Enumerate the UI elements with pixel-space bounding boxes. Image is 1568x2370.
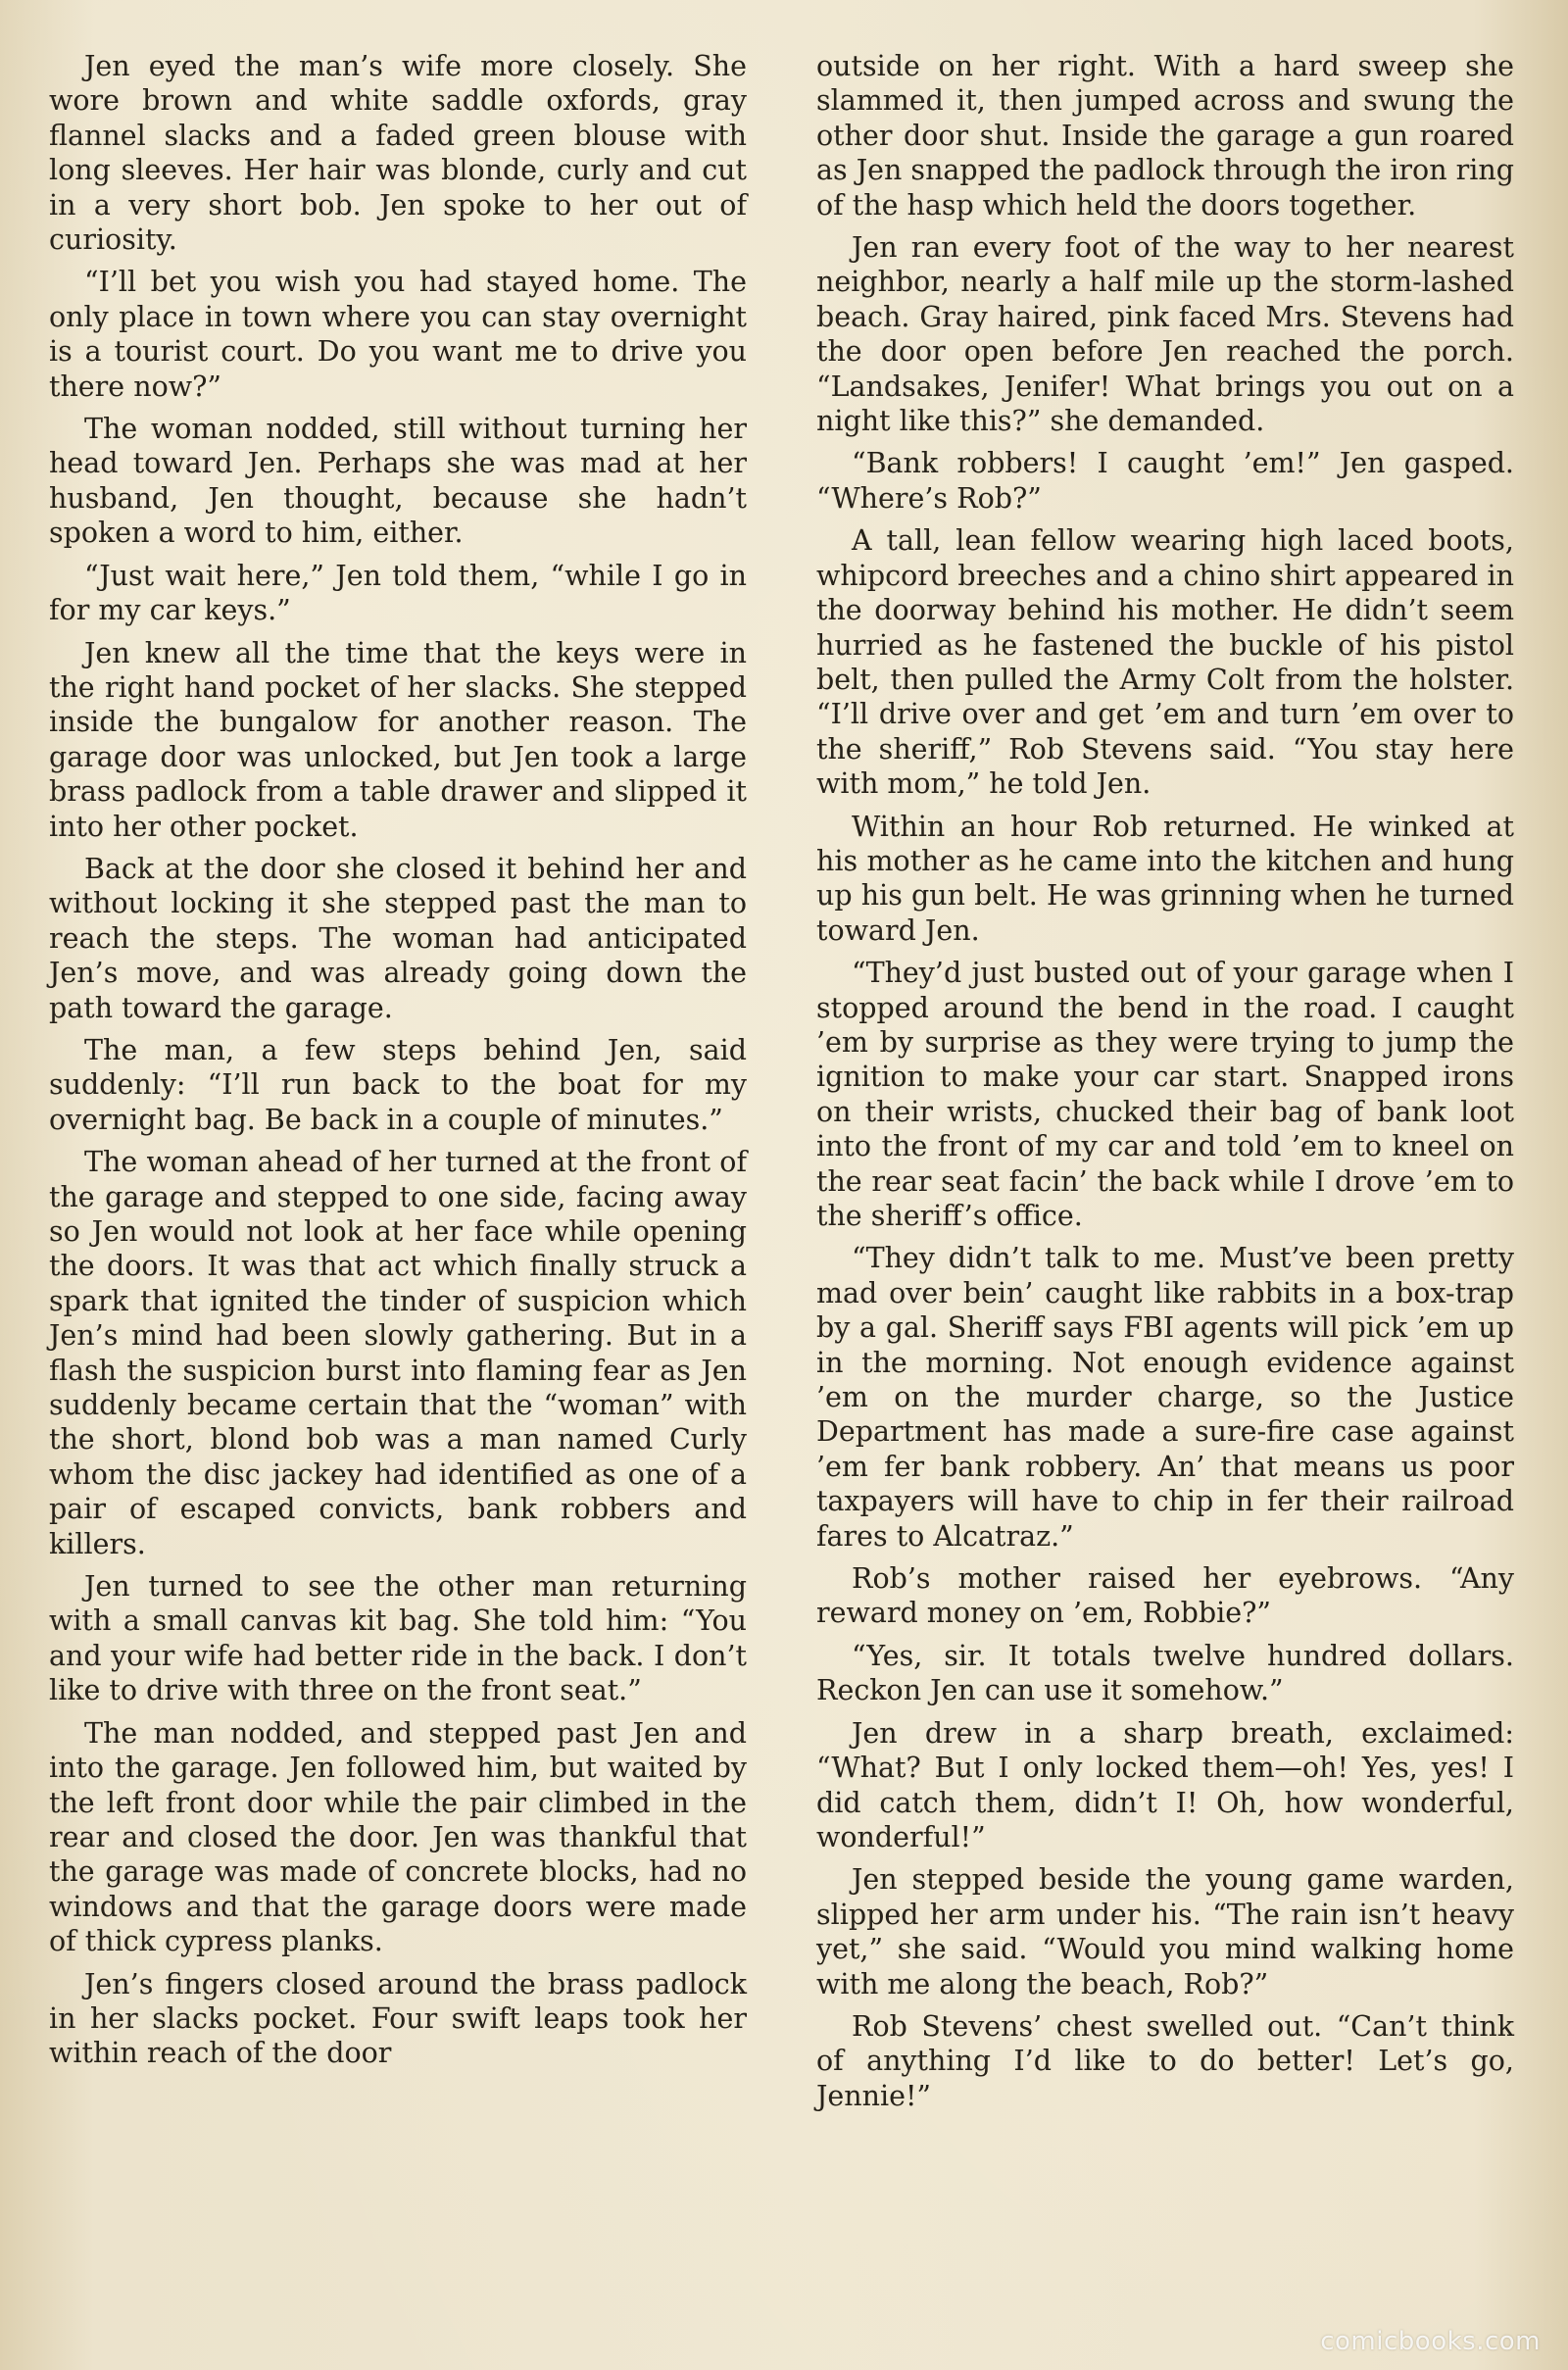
paragraph: Jen drew in a sharp breath, exclaimed: “What? But I only locked them—oh! Yes, yes! I did catch them, didn’t I! Oh, how wonderful, wonderful!”	[816, 1716, 1514, 1853]
paragraph: “Yes, sir. It totals twelve hundred dollars. Reckon Jen can use it somehow.”	[816, 1639, 1514, 1707]
paragraph: Jen’s fingers closed around the brass padlock in her slacks pocket. Four swift leaps took her within reach of the door	[49, 1967, 747, 2070]
paragraph: “They didn’t talk to me. Must’ve been pretty mad over bein’ caught like rabbits in a box-trap by a gal. Sheriff says FBI agents will pick ’em up in the morning. Not enough evidence against ’em on the murder charge, so the Justice Department has made a sure-fire case against ’em fer bank robbery. An’ that means us poor taxpayers will have to chip in fer their railroad fares to Alcatraz.”	[816, 1242, 1514, 1553]
paragraph: The woman ahead of her turned at the front of the garage and stepped to one side, facing away so Jen would not look at her face while opening the doors. It was that act which finally struck a spark that ignited the tinder of suspicion which Jen’s mind had been slowly gathering. But in a flash the suspicion burst into flaming fear as Jen suddenly became certain that the “woman” with the short, blond bob was a man named Curly whom the disc jackey had identified as one of a pair of escaped convicts, bank robbers and killers.	[49, 1146, 747, 1560]
paragraph: Jen knew all the time that the keys were in the right hand pocket of her slacks. She stepped inside the bungalow for another reason. The garage door was unlocked, but Jen took a large brass padlock from a table drawer and slipped it into her other pocket.	[49, 636, 747, 843]
paragraph: Rob’s mother raised her eyebrows. “Any reward money on ’em, Robbie?”	[816, 1562, 1514, 1630]
paragraph: “They’d just busted out of your garage when I stopped around the bend in the road. I caught ’em by surprise as they were trying to jump the ignition to make your car start. Snapped irons on their wrists, chucked their bag of bank loot into the front of my car and told ’em to kneel on the rear seat facin’ the back while I drove ’em to the sheriff’s office.	[816, 957, 1514, 1232]
paragraph: “I’ll bet you wish you had stayed home. The only place in town where you can stay overnight is a tourist court. Do you want me to drive you there now?”	[49, 266, 747, 403]
left-text-column	[49, 49, 747, 2079]
paragraph: Jen ran every foot of the way to her nearest neighbor, nearly a half mile up the storm-lashed beach. Gray haired, pink faced Mrs. Stevens had the door open before Jen reached the porch. “Landsakes, Jenifer! What brings you out on a night like this?” she demanded.	[816, 231, 1514, 438]
paragraph: Rob Stevens’ chest swelled out. “Can’t think of anything I’d like to do better! Let’s go, Jennie!”	[816, 2009, 1514, 2112]
right-text-column	[816, 49, 1514, 2121]
paragraph: Jen turned to see the other man returning with a small canvas kit bag. She told him: “You and your wife had better ride in the back. I don’t like to drive with three on the front seat.”	[49, 1570, 747, 1707]
paragraph: Jen stepped beside the young game warden, slipped her arm under his. “The rain isn’t heavy yet,” she said. “Would you mind walking home with me along the beach, Rob?”	[816, 1863, 1514, 2000]
paragraph: The man nodded, and stepped past Jen and into the garage. Jen followed him, but waited by the left front door while the pair climbed in the rear and closed the door. Jen was thankful that the garage was made of concrete blocks, had no windows and that the garage doors were made of thick cypress planks.	[49, 1716, 747, 1958]
paragraph: Within an hour Rob returned. He winked at his mother as he came into the kitchen and hung up his gun belt. He was grinning when he turned toward Jen.	[816, 810, 1514, 947]
paragraph-continued: outside on her right. With a hard sweep she slammed it, then jumped across and swung the other door shut. Inside the garage a gun roared as Jen snapped the padlock through the iron ring of the hasp which held the doors together.	[816, 50, 1514, 222]
paragraph: A tall, lean fellow wearing high laced boots, whipcord breeches and a chino shirt appeared in the doorway behind his mother. He didn’t seem hurried as he fastened the buckle of his pistol belt, then pulled the Army Colt from the holster. “I’ll drive over and get ’em and turn ’em over to the sheriff,” Rob Stevens said. “You stay here with mom,” he told Jen.	[816, 524, 1514, 801]
paragraph: Back at the door she closed it behind her and without locking it she stepped past the man to reach the steps. The woman had anticipated Jen’s move, and was already going down the path toward the garage.	[49, 852, 747, 1024]
paragraph: The woman nodded, still without turning her head toward Jen. Perhaps she was mad at her husband, Jen thought, because she hadn’t spoken a word to him, either.	[49, 413, 747, 550]
watermark: comicbooks.com	[1320, 2327, 1541, 2356]
paragraph: “Just wait here,” Jen told them, “while I go in for my car keys.”	[49, 559, 747, 627]
paragraph: Jen eyed the man’s wife more closely. She wore brown and white saddle oxfords, gray flannel slacks and a faded green blouse with long sleeves. Her hair was blonde, curly and cut in a very short bob. Jen spoke to her out of curiosity.	[49, 50, 747, 257]
paragraph: The man, a few steps behind Jen, said suddenly: “I’ll run back to the boat for my overnight bag. Be back in a couple of minutes.”	[49, 1033, 747, 1136]
paragraph: “Bank robbers! I caught ’em!” Jen gasped. “Where’s Rob?”	[816, 447, 1514, 515]
